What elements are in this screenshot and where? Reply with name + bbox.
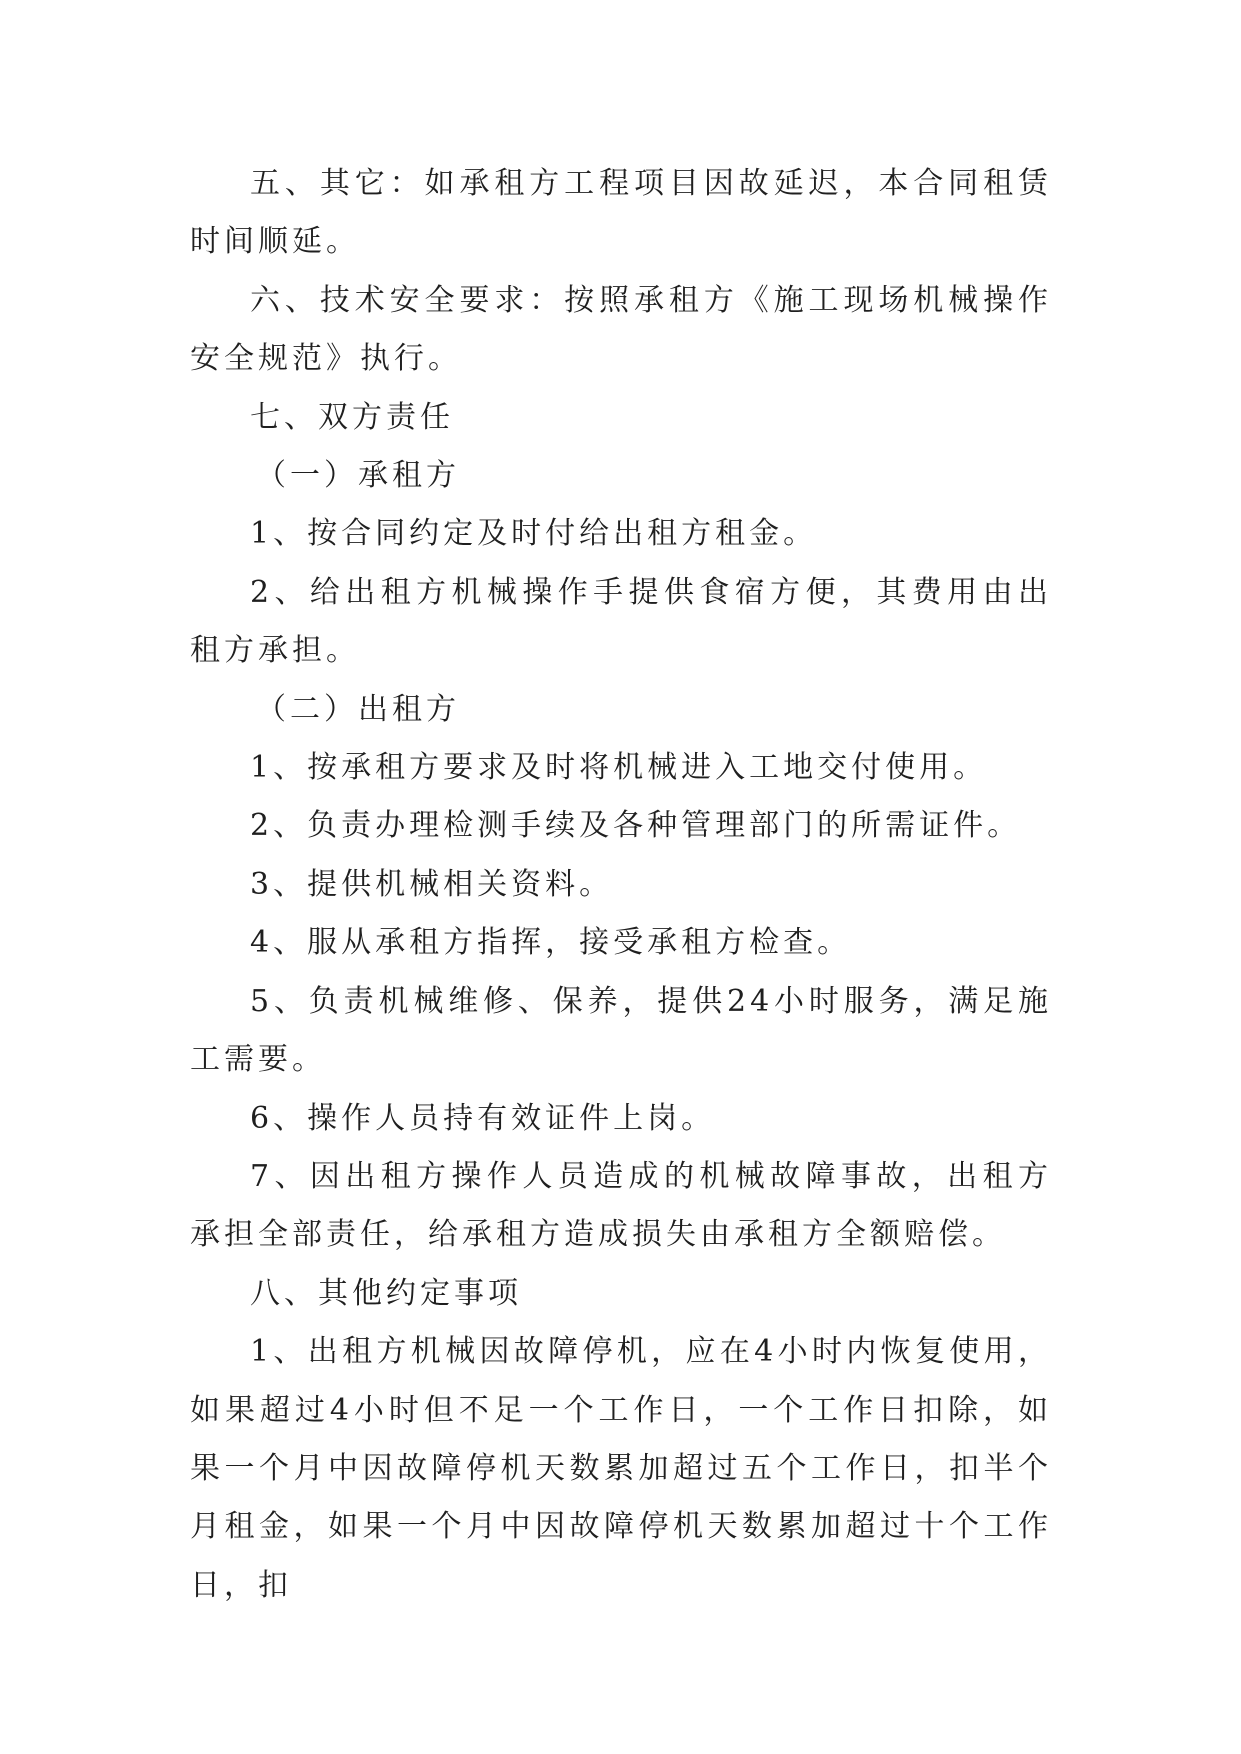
other-agreement-item-1: 1、出租方机械因故障停机，应在4小时内恢复使用，如果超过4小时但不足一个工作日，一个工作日扣除，如果一个月中因故障停机天数累加超过五个工作日，扣半个月租金，如果一个月中因故障停机天数累加超过十个工作日，扣: [190, 1334, 1052, 1603]
lessor-item-7: 7、因出租方操作人员造成的机械故障事故，出租方承担全部责任，给承租方造成损失由承租方全额赔偿。: [190, 1158, 1052, 1253]
lessee-item-1: 1、按合同约定及时付给出租方租金。: [250, 516, 818, 552]
subheading-lessee: （一）承租方: [256, 458, 460, 494]
paragraph-other-terms: 五、其它：如承租方工程项目因故延迟，本合同租赁时间顺延。: [190, 166, 1052, 260]
lessor-item-4: 4、服从承租方指挥，接受承租方检查。: [250, 925, 852, 961]
document-body: [190, 155, 1052, 1615]
lessor-item-6: 6、操作人员持有效证件上岗。: [250, 1100, 716, 1136]
paragraph-safety-requirements: 六、技术安全要求：按照承租方《施工现场机械操作安全规范》执行。: [190, 282, 1052, 377]
subheading-lessor: （二）出租方: [256, 691, 460, 727]
lessor-item-5: 5、负责机械维修、保养，提供24小时服务，满足施工需要。: [190, 983, 1052, 1078]
heading-other-agreements: 八、其他约定事项: [250, 1275, 522, 1311]
lessor-item-2: 2、负责办理检测手续及各种管理部门的所需证件。: [250, 808, 1022, 844]
lessor-item-3: 3、提供机械相关资料。: [250, 866, 614, 902]
lessee-item-2: 2、给出租方机械操作手提供食宿方便，其费用由出租方承担。: [190, 574, 1052, 669]
lessor-item-1: 1、按承租方要求及时将机械进入工地交付使用。: [250, 750, 988, 786]
heading-mutual-responsibilities: 七、双方责任: [250, 399, 454, 435]
